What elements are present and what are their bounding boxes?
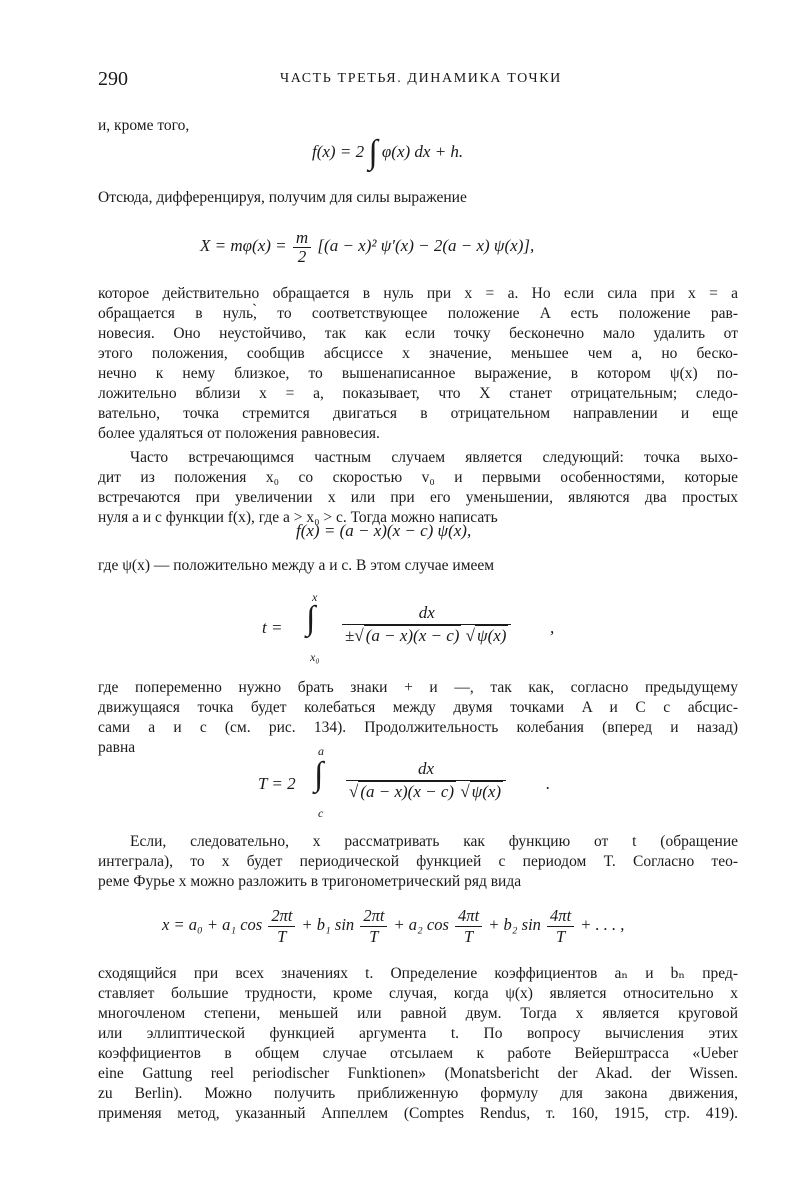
text-line: ставляет большие трудности, кроме случая, когда ψ(x) является относительно x — [98, 985, 738, 1002]
eq4-tail: , — [550, 618, 555, 637]
equation-f-integral — [312, 132, 463, 172]
text-line: или эллиптической функцией аргумента t. По вопросу вычисления этих — [98, 1025, 738, 1042]
equation-period-integral — [258, 744, 588, 822]
integral-sign-icon: ∫ — [314, 756, 324, 793]
integral-sign-icon: ∫ — [368, 134, 378, 172]
fraction — [268, 906, 295, 947]
fraction-denominator: 2 — [297, 246, 307, 266]
eq2-right: [(a − x)² ψ′(x) − 2(a − x) ψ(x)], — [317, 236, 535, 255]
eq6-term-e: + . . . , — [580, 915, 625, 934]
eq3-text: f(x) = (a − x)(x − c) ψ(x), — [296, 521, 472, 540]
text-line: коэффициентов в общем случае отсылаем к работе Вейерштрасса «Ueber — [98, 1045, 738, 1062]
text-line: этого положения, сообщив абсциссе x значение, меньшее чем a, но беско- — [98, 345, 738, 362]
equation-time-integral — [262, 590, 602, 666]
radicand: (a − x)(x − c) — [365, 626, 460, 645]
text-line: где попеременно нужно брать знаки + и —, так как, согласно предыдущему — [98, 679, 738, 696]
lower-limit: x₀ — [310, 650, 320, 664]
text-line: применяя метод, указанный Аппеллем (Comptes Rendus, т. 160, 1915, стр. 419). — [98, 1105, 738, 1122]
radical-icon: √ — [465, 626, 476, 645]
eq6-term-c: + a₂ cos — [393, 915, 449, 934]
fraction-denominator — [342, 625, 511, 647]
fraction-denominator — [346, 781, 506, 803]
eq1-left: f(x) = 2 — [312, 142, 365, 161]
text-line: новесия. Оно неустойчиво, так как если точку бесконечно мало удалить от — [98, 325, 738, 342]
fraction-denominator: T — [369, 926, 379, 946]
text-line: нуля a и c функции f(x), где a > x₀ > c. Тогда можно написать — [98, 509, 498, 526]
fraction — [455, 906, 482, 947]
fraction-numerator: 4πt — [547, 906, 574, 927]
radical-icon: √ — [354, 626, 364, 645]
eq1-right: φ(x) dx + h. — [381, 142, 464, 161]
text-line: равна — [98, 739, 136, 756]
upper-limit: a — [318, 744, 324, 758]
eq2-left: X = mφ(x) = — [200, 236, 287, 255]
fraction — [547, 906, 574, 947]
fraction-denominator: T — [277, 926, 287, 946]
text-line: вательно, точка стремится двигаться в отрицательном направлении и еще — [98, 405, 738, 422]
text-line: где ψ(x) — положительно между a и c. В этом случае имеем — [98, 557, 495, 574]
fraction — [360, 906, 387, 947]
text-line: более удаляться от положения равновесия. — [98, 425, 380, 442]
text-line: Если, следовательно, x рассматривать как функцию от t (обращение — [130, 833, 738, 850]
fraction-numerator: 2πt — [268, 906, 295, 927]
fraction-denominator: T — [464, 926, 474, 946]
radical-icon: √ — [460, 782, 470, 801]
plus-minus: ± — [345, 626, 355, 645]
radicand: (a − x)(x − c) — [360, 782, 455, 801]
fraction-numerator: 2πt — [360, 906, 387, 927]
text-line: Часто встречающимся частным случаем является следующий: точка выхо- — [130, 449, 738, 466]
upper-limit: x — [312, 590, 318, 604]
text-line: обращается в нуль,̀ то соответствующее положение A есть положение рав- — [98, 305, 738, 322]
eq6-term-b: + b₁ sin — [301, 915, 355, 934]
eq4-left: t = — [262, 618, 283, 637]
equation-f-product — [296, 516, 471, 546]
text-line: Отсюда, дифференцируя, получим для силы выражение — [98, 189, 467, 206]
text-line: дит из положения x₀ со скоростью v₀ и первыми особенностями, которые — [98, 469, 738, 486]
text-line: многочленом степени, меньшей или равной двум. Тогда x является круговой — [98, 1005, 738, 1022]
eq6-term-d: + b₂ sin — [488, 915, 541, 934]
text-line: реме Фурье x можно разложить в тригонометрический ряд вида — [98, 873, 522, 890]
text-line: zu Berlin). Можно получить приближенную формулу для закона движения, — [98, 1085, 738, 1102]
text-line: движущаяся точка будет колебаться между двумя точками A и C с абсцис- — [98, 699, 738, 716]
eq5-left: T = 2 — [258, 774, 296, 793]
fraction — [293, 229, 311, 266]
page-number: 290 — [98, 68, 128, 90]
fraction-denominator: T — [556, 926, 566, 946]
fraction — [346, 758, 506, 803]
text-line: сходящийся при всех значениях t. Определение коэффициентов aₙ и bₙ пред- — [98, 965, 738, 982]
page-header — [98, 68, 738, 94]
eq5-tail: . — [546, 774, 551, 793]
fraction — [342, 602, 511, 647]
running-head: ЧАСТЬ ТРЕТЬЯ. ДИНАМИКА ТОЧКИ — [280, 71, 562, 86]
text-line: интеграла), то x будет периодической функцией с периодом T. Согласно тео- — [98, 853, 738, 870]
equation-fourier-series — [162, 900, 624, 950]
text-line: нечно к нему близкое, то вышенаписанное выражение, в котором ψ(x) по- — [98, 365, 738, 382]
text-line: ложительно вблизи x = a, показывает, что X станет отрицательным; следо- — [98, 385, 738, 402]
text-line: которое действительно обращается в нуль при x = a. Но если сила при x = a — [98, 285, 738, 302]
radicand: ψ(x) — [471, 782, 502, 801]
radicand: ψ(x) — [477, 626, 507, 645]
fraction-numerator: dx — [346, 758, 506, 781]
integral-sign-icon: ∫ — [306, 600, 316, 637]
text-line: встречаются при увеличении x или при его уменьшении, являются два простых — [98, 489, 738, 506]
text-line: и, кроме того, — [98, 117, 190, 134]
fraction-numerator: m — [293, 229, 311, 248]
fraction-numerator: dx — [342, 602, 511, 625]
text-line: сами a и c (см. рис. 134). Продолжительность колебания (вперед и назад) — [98, 719, 738, 736]
equation-force — [200, 224, 534, 268]
radical-icon: √ — [349, 782, 359, 801]
eq6-term-a: x = a₀ + a₁ cos — [162, 915, 263, 934]
lower-limit: c — [318, 806, 324, 820]
text-line: eine Gattung reel periodischer Funktionen» (Monatsbericht der Akad. der Wissen. — [98, 1065, 738, 1082]
fraction-numerator: 4πt — [455, 906, 482, 927]
